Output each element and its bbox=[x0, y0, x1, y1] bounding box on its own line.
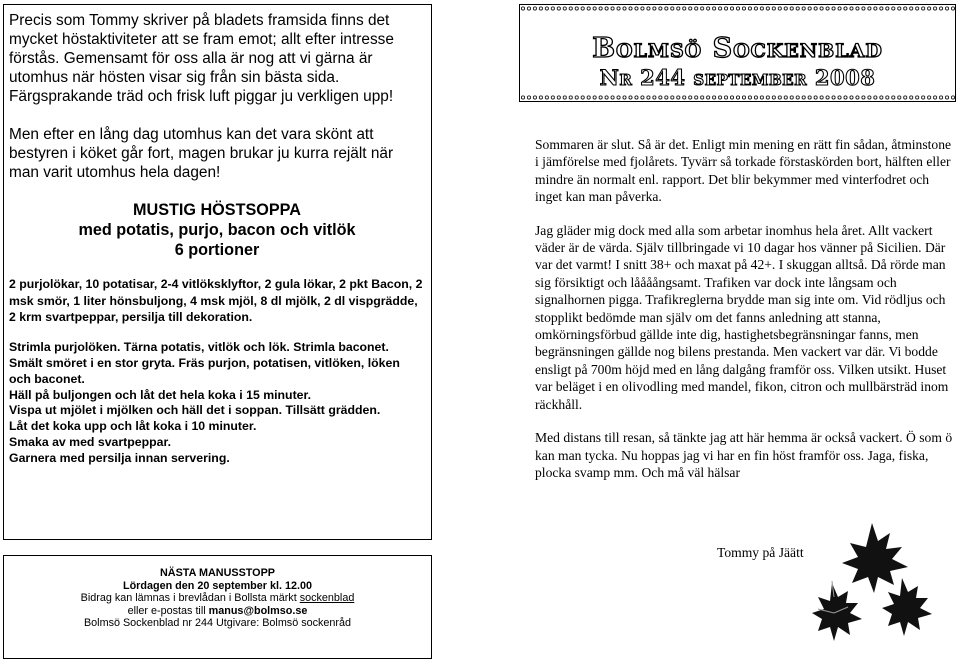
decorative-border-icon bbox=[520, 94, 955, 101]
editorial-paragraph-3: Med distans till resan, så tänkte jag att här hemma är också vackert. Ö som ö kan man tycka. Nu hoppas jag vi har en fin höst framför oss. Jaga, fiska, plocka svamp mm. Och må väl hälsar bbox=[535, 430, 953, 480]
ingredients-list: 2 purjolökar, 10 potatisar, 2-4 vitlöksklyftor, 2 gula lökar, 2 pkt Bacon, 2 msk smör, 1 liter hönsbuljong, 4 msk mjöl, 8 dl mjölk, 2 dl vispgrädde, 2 krm svartpeppar, persilja till dekoration. bbox=[9, 277, 423, 325]
recipe-servings: 6 portioner bbox=[174, 241, 260, 259]
recipe-title bbox=[9, 200, 425, 260]
email-link[interactable]: manus@bolmso.se bbox=[208, 604, 308, 617]
publisher-line: Bolmsö Sockenblad nr 244 Utgivare: Bolmsö sockenråd bbox=[83, 617, 352, 630]
maple-leaves-icon bbox=[812, 513, 960, 658]
email-text: eller e-postas till bbox=[127, 604, 209, 617]
intro-paragraph-2: Men efter en lång dag utomhus kan det vara skönt att bestyren i köket går fort, magen brukar ju kurra rejält när man varit utomhus hela dagen! bbox=[9, 126, 394, 181]
issue-label: Nr 244 september 2008 bbox=[599, 65, 876, 90]
submission-line-1 bbox=[4, 592, 431, 605]
instruction-step: Smält smöret i en stor gryta. Fräs purjon, potatisen, vitlöken, löken och baconet. bbox=[9, 355, 400, 386]
mailbox-label: sockenblad bbox=[299, 592, 355, 605]
editorial-column bbox=[535, 136, 955, 481]
instruction-step: Vispa ut mjölet i mjölken och häll det i soppan. Tillsätt grädden. bbox=[9, 403, 381, 418]
deadline-date: Lördagen den 20 september kl. 12.00 bbox=[122, 579, 313, 592]
instruction-step: Låt det koka upp och låt koka i 10 minuter. bbox=[9, 419, 257, 434]
instruction-step: Häll på buljongen och låt det hela koka i 15 minuter. bbox=[9, 387, 312, 402]
submission-text: Bidrag kan lämnas i brevlådan i Bollsta märkt bbox=[80, 592, 300, 605]
instructions bbox=[9, 340, 425, 467]
submission-line-2 bbox=[4, 605, 431, 618]
decorative-border-icon bbox=[520, 5, 955, 12]
deadline-heading: NÄSTA MANUSSTOPP bbox=[160, 567, 275, 579]
newsletter-title: Bolmsö Sockenblad bbox=[592, 33, 883, 64]
recipe-article bbox=[3, 4, 432, 540]
editorial-paragraph-2: Jag gläder mig dock med alla som arbetar inomhus hela året. Allt vackert väder är de värda. Själv tillbringade vi 10 dagar hos vänner på Sicilien. Där var det varmt! I snitt 38+ och maxat på 42+. I skuggan alltså. Då rörde man sig försiktigt och låååångsamt. Trafiken var dock inte långsam och signalhornen pigga. Trafikreglerna brydde man sig inte om. Vid rödljus och stopplikt bedömde man själv om det fanns anledning att stanna, omkörningsförbud gällde inte dig, hastighetsbegränsningar fanns, men begränsningen gällde nog bilens prestanda. Men vackert var där. Vi bodde ensligt på 700m höjd med en lång dalgång framför oss. Vilken utsikt. Huset var beläget i en olivodling med mandel, fikon, citron och mullbärsträd inom räckhåll. bbox=[535, 222, 949, 412]
intro-paragraph-1: Precis som Tommy skriver på bladets framsida finns det mycket höstaktiviteter att se fram emot; allt efter intresse förstås. Gemensamt för oss alla är nog att vi gärna är utomhus när hösten visar sig från sin bästa sida. Färgsprakande träd och frisk luft piggar ju verkligen upp! bbox=[9, 12, 394, 105]
instruction-step: Strimla purjolöken. Tärna potatis, vitlök och lök. Strimla baconet. bbox=[9, 339, 389, 354]
signature: Tommy på Jäätt bbox=[717, 545, 804, 560]
recipe-title-main: MUSTIG HÖSTSOPPA bbox=[133, 201, 301, 219]
instruction-step: Smaka av med svartpeppar. bbox=[9, 435, 171, 450]
masthead bbox=[519, 4, 956, 102]
instruction-step: Garnera med persilja innan servering. bbox=[9, 451, 230, 466]
recipe-subtitle: med potatis, purjo, bacon och vitlök bbox=[78, 221, 356, 239]
deadline-notice bbox=[3, 555, 432, 659]
editorial-paragraph-1: Sommaren är slut. Så är det. Enligt min mening en rätt fin sådan, åtminstone i jämförelse med fjolårets. Tyvärr så torkade förstaskörden bort, hälften eller mindre än normalt enl. rapport. Det blir bekymmer med vinterfodret och inget kan man påverka. bbox=[535, 137, 952, 205]
